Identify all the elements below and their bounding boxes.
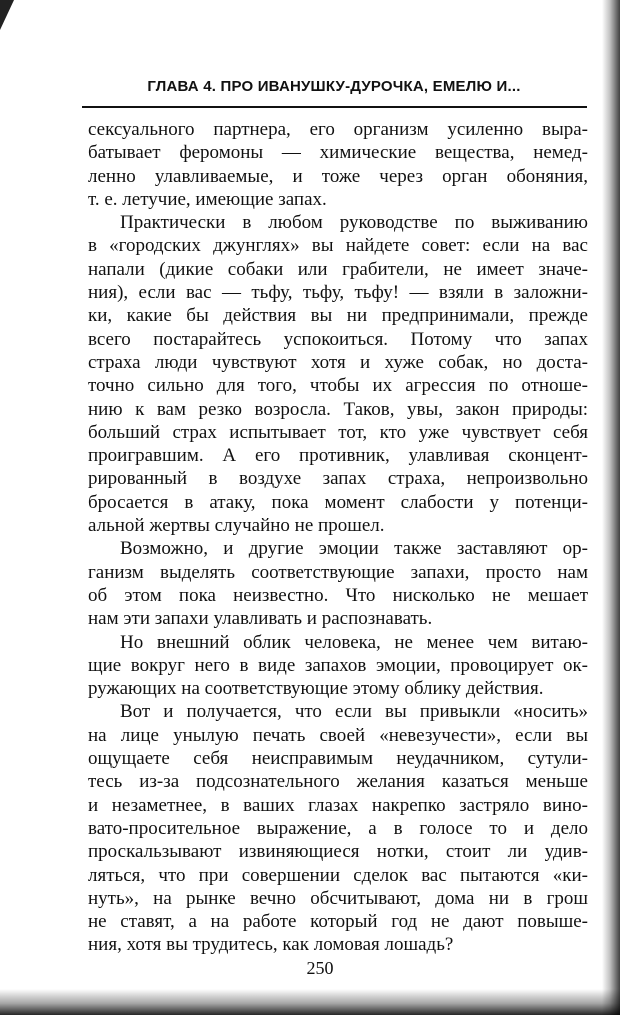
scan-corner-mark — [0, 0, 14, 30]
text-line: больший страх испытывает тот, кто уже чувствует себя — [88, 421, 588, 443]
text-line: ганизм выделять соответствующие запахи, просто нам — [88, 561, 588, 583]
text-line: на лице унылую печать своей «невезучести», если вы — [88, 724, 588, 746]
body-text — [88, 118, 588, 957]
text-line: нам эти запахи улавливать и распознавать. — [88, 608, 433, 630]
text-line: щие вокруг него в виде запахов эмоции, провоцирует ок- — [88, 654, 588, 676]
scan-edge-right — [602, 0, 620, 1015]
text-line: нуть», на рынке вечно обсчитывают, дома ни в грош — [88, 887, 588, 909]
text-line: рированный в воздухе запах страха, непроизвольно — [88, 468, 588, 490]
text-line: в «городских джунглях» вы найдете совет: если на вас — [88, 235, 588, 257]
text-line: Но внешний облик человека, не менее чем витаю- — [120, 631, 588, 653]
text-line: и незаметнее, в ваших глазах накрепко застряло вино- — [88, 794, 588, 816]
text-line: всего постарайтесь успокоиться. Потому что запах — [88, 328, 588, 350]
text-line: тесь из-за подсознательного желания казаться меньше — [88, 771, 588, 793]
text-line: альной жертвы случайно не прошел. — [88, 515, 385, 537]
text-line: нию к вам резко возросла. Таков, увы, закон природы: — [88, 398, 588, 420]
text-line: батывает феромоны — химические вещества, немед- — [88, 142, 588, 164]
text-line: Вот и получается, что если вы привыкли «носить» — [120, 701, 588, 723]
text-line: сексуального партнера, его организм усиленно выра- — [88, 119, 588, 140]
text-line: напали (дикие собаки или грабители, не имеет значе- — [88, 258, 588, 280]
text-line: Практически в любом руководстве по выживанию — [120, 212, 588, 234]
text-line: не ставят, а на работе который год не дают повыше- — [88, 911, 588, 933]
header-rule — [82, 106, 587, 108]
text-line: страха люди чувствуют хотя и хуже собак, но доста- — [88, 351, 588, 373]
text-line: ленно улавливаемые, и тоже через орган обоняния, — [88, 165, 588, 187]
text-line: ляться, что при совершении сделок вас пытаются «ки- — [88, 864, 588, 886]
text-line: ния), если вас — тьфу, тьфу, тьфу! — взяли в заложни- — [88, 282, 588, 304]
text-line: об этом пока неизвестно. Что нисколько не мешает — [88, 584, 588, 606]
text-line: т. е. летучие, имеющие запах. — [88, 188, 327, 210]
page-number: 250 — [306, 958, 334, 978]
text-line: ружающих на соответствующие этому облику действия. — [88, 678, 544, 700]
text-line: точно сильно для того, чтобы их агрессия по отноше- — [88, 375, 588, 397]
text-line: ощущаете себя неисправимым неудачником, сутули- — [88, 748, 588, 770]
scan-edge-bottom — [0, 989, 620, 1015]
text-line: Возможно, и другие эмоции также заставляют ор- — [120, 538, 588, 560]
running-head: ГЛАВА 4. ПРО ИВАНУШКУ-ДУРОЧКА, ЕМЕЛЮ И... — [147, 78, 521, 95]
text-line: проскальзывают извиняющиеся нотки, стоит ли удив- — [88, 841, 588, 863]
text-line: ния, хотя вы трудитесь, как ломовая лошадь? — [88, 934, 454, 956]
text-line: вато-просительное выражение, а в голосе то и дело — [88, 817, 588, 839]
text-line: проигравшим. А его противник, улавливая сконцент- — [88, 445, 588, 467]
text-line: бросается в атаку, пока момент слабости у потенци- — [88, 491, 588, 513]
text-line: ки, какие бы действия вы ни предпринимали, прежде — [88, 305, 588, 327]
